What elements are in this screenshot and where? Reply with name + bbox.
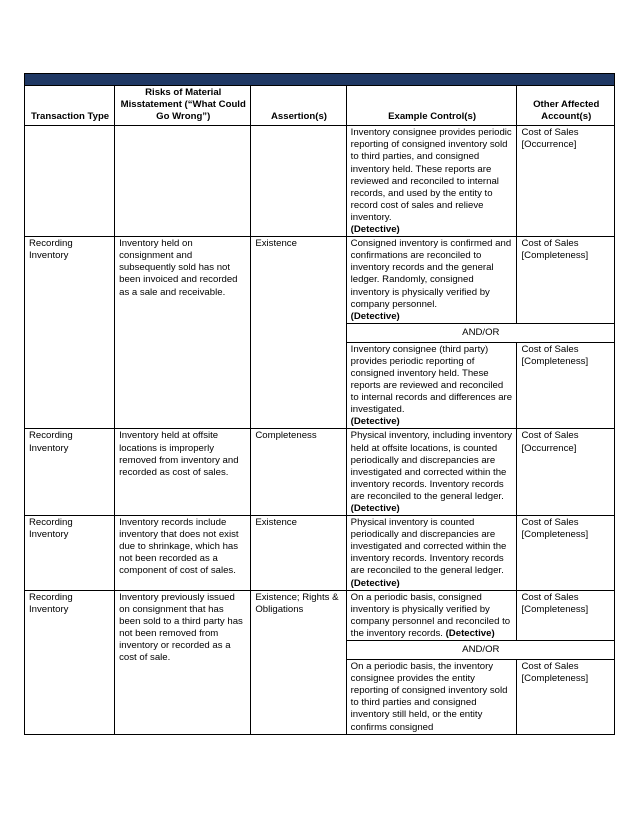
cell-other-account: Cost of Sales [Completeness]: [517, 590, 615, 640]
cell-other-account: Cost of Sales [Completeness]: [517, 516, 615, 591]
table-row: [25, 126, 615, 237]
control-text: Consigned inventory is confirmed and confirmations are reconciled to inventory records and the general ledger. Randomly, consigned inventory is physically verified by company personnel.: [350, 238, 512, 310]
table-banner-row: [25, 74, 615, 86]
cell-transaction-type: Recording Inventory: [25, 590, 115, 734]
header-example-controls: Example Control(s): [346, 86, 517, 126]
cell-assertion: Existence: [251, 237, 346, 429]
control-text: Inventory consignee (third party) provides periodic reporting of consigned inventory held. These reports are reviewed and reconciled to internal records and differences are investigated.: [350, 343, 513, 416]
cell-transaction-type: Recording Inventory: [25, 429, 115, 516]
table-row: [25, 429, 615, 516]
cell-control: [346, 126, 517, 237]
control-text: Physical inventory, including inventory held at offsite locations, is counted periodically and discrepancies are investigated and corrected within the inventory records. Inventory records are reconciled to the general ledger.: [350, 430, 513, 502]
banner-title: Inventory: [25, 74, 615, 86]
cell-assertion: Existence: [251, 516, 346, 591]
control-tag: (Detective): [350, 577, 400, 589]
cell-assertion: [251, 126, 346, 237]
cell-control: [346, 516, 517, 591]
control-text: Inventory consignee provides periodic reporting of consigned inventory sold to third parties, and consigned inventory held. These reports are reviewed and reconciled to internal records, and used by the entity to record cost of sales and relieve inventory.: [350, 127, 512, 223]
cell-control: [346, 342, 517, 429]
cell-control: [346, 237, 517, 324]
inventory-controls-page: [24, 73, 615, 735]
control-tag: (Detective): [350, 416, 400, 428]
cell-risk: Inventory previously issued on consignment that has been sold to a third party has not been removed from inventory or recorded as a cost of sale.: [115, 590, 251, 734]
control-text: Physical inventory is counted periodically and discrepancies are investigated and corrected within the inventory records. Inventory records are reconciled to the general ledger.: [350, 517, 507, 577]
control-tag: (Detective): [445, 627, 495, 639]
control-text: On a periodic basis, consigned inventory is physically verified by company personnel and reconciled to the inventory records.: [350, 591, 511, 639]
cell-assertion: Completeness: [251, 429, 346, 516]
cell-risk: Inventory records include inventory that does not exist due to shrinkage, which has not been recorded as a component of cost of sales.: [115, 516, 251, 591]
cell-other-account: Cost of Sales [Occurrence]: [517, 429, 615, 516]
andor-separator: AND/OR: [346, 323, 614, 342]
cell-control: [346, 429, 517, 516]
control-text: On a periodic basis, the inventory consignee provides the entity reporting of consigned inventory sold to third parties and consigned inventory still held, or the entity confirms consigned: [350, 661, 508, 733]
control-tag: (Detective): [350, 224, 400, 236]
cell-control: [346, 590, 517, 640]
cell-transaction-type: Recording Inventory: [25, 516, 115, 591]
cell-other-account: Cost of Sales [Completeness]: [517, 660, 615, 735]
cell-other-account: Cost of Sales [Completeness]: [517, 342, 615, 429]
control-tag: (Detective): [350, 503, 400, 514]
table-header-row: [25, 86, 615, 126]
table-row: [25, 590, 615, 640]
cell-other-account: Cost of Sales [Completeness]: [517, 237, 615, 324]
cell-risk: Inventory held at offsite locations is improperly removed from inventory and recorded as cost of sales.: [115, 429, 251, 516]
header-other-accounts: Other Affected Account(s): [517, 86, 615, 126]
cell-risk: Inventory held on consignment and subsequently sold has not been invoiced and recorded as a sale and receivable.: [115, 237, 251, 429]
control-tag: (Detective): [350, 310, 400, 322]
cell-transaction-type: Recording Inventory: [25, 237, 115, 429]
table-row: [25, 237, 615, 324]
header-assertions: Assertion(s): [251, 86, 346, 126]
cell-other-account: Cost of Sales [Occurrence]: [517, 126, 615, 237]
cell-risk: [115, 126, 251, 237]
header-transaction-type: Transaction Type: [25, 86, 115, 126]
header-risks: Risks of Material Misstatement (“What Could Go Wrong”): [115, 86, 251, 126]
cell-control: [346, 660, 517, 735]
cell-transaction-type: [25, 126, 115, 237]
table-row: [25, 516, 615, 591]
cell-assertion: Existence; Rights & Obligations: [251, 590, 346, 734]
andor-separator: AND/OR: [346, 641, 614, 660]
inventory-controls-table: [24, 73, 615, 735]
